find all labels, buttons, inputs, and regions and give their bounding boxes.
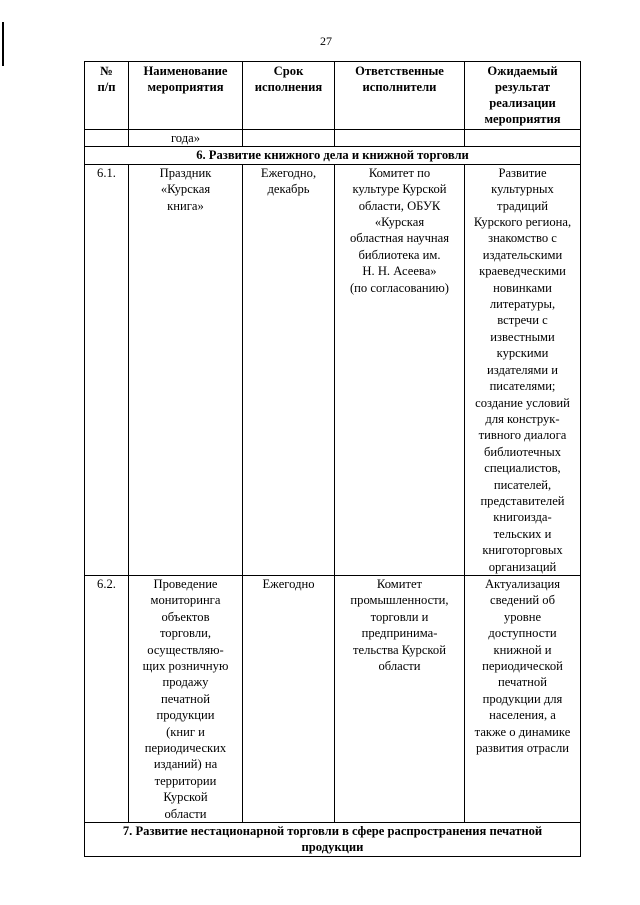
page-number: 27 [320,34,332,48]
executors: Комитет промышленности, торговли и предпринима- тельства Курской области [335,575,465,822]
activity-name: Праздник «Курская книга» [129,164,243,575]
row-number: 6.2. [85,575,129,822]
continuation-cell-name: года» [129,130,243,147]
executors: Комитет по культуре Курской области, ОБУК «Курская областная научная библиотека им. Н. Н. Асеева» (по согласованию) [335,164,465,575]
section-heading-7 [85,823,581,857]
header-number: № п/п [85,62,129,130]
activity-name: Проведение мониторинга объектов торговли, осуществляю- щих розничную продажу печатной продукции (книг и периодических изданий) на территории Курской области [129,575,243,822]
deadline: Ежегодно [243,575,335,822]
continuation-row [85,130,581,147]
section-title-7: 7. Развитие нестационарной торговли в сфере распространения печатной продукции [85,823,581,857]
table-header-row [85,62,581,130]
header-deadline: Срок исполнения [243,62,335,130]
section-title-6: 6. Развитие книжного дела и книжной торговли [85,147,581,164]
continuation-cell-executors [335,130,465,147]
header-activity-name: Наименование мероприятия [129,62,243,130]
expected-result: Актуализация сведений об уровне доступности книжной и периодической печатной продукции для населения, а также о динамике развития отрасли [465,575,581,822]
expected-result: Развитие культурных традиций Курского региона, знакомство с издательскими краеведческими новинками литературы, встречи с известными курскими издателями и писателями; создание условий для конструк- тивного диалога библиотечных специалистов, писателей, представителей книгоизда- тельских и книготорговых организаций [465,164,581,575]
table-row [85,575,581,822]
row-number: 6.1. [85,164,129,575]
header-executors: Ответственные исполнители [335,62,465,130]
continuation-cell-term [243,130,335,147]
table-row [85,164,581,575]
continuation-cell-result [465,130,581,147]
header-expected-result: Ожидаемый результат реализации мероприятия [465,62,581,130]
deadline: Ежегодно, декабрь [243,164,335,575]
action-plan-table [84,61,581,857]
continuation-cell-number [85,130,129,147]
section-heading-6 [85,147,581,164]
